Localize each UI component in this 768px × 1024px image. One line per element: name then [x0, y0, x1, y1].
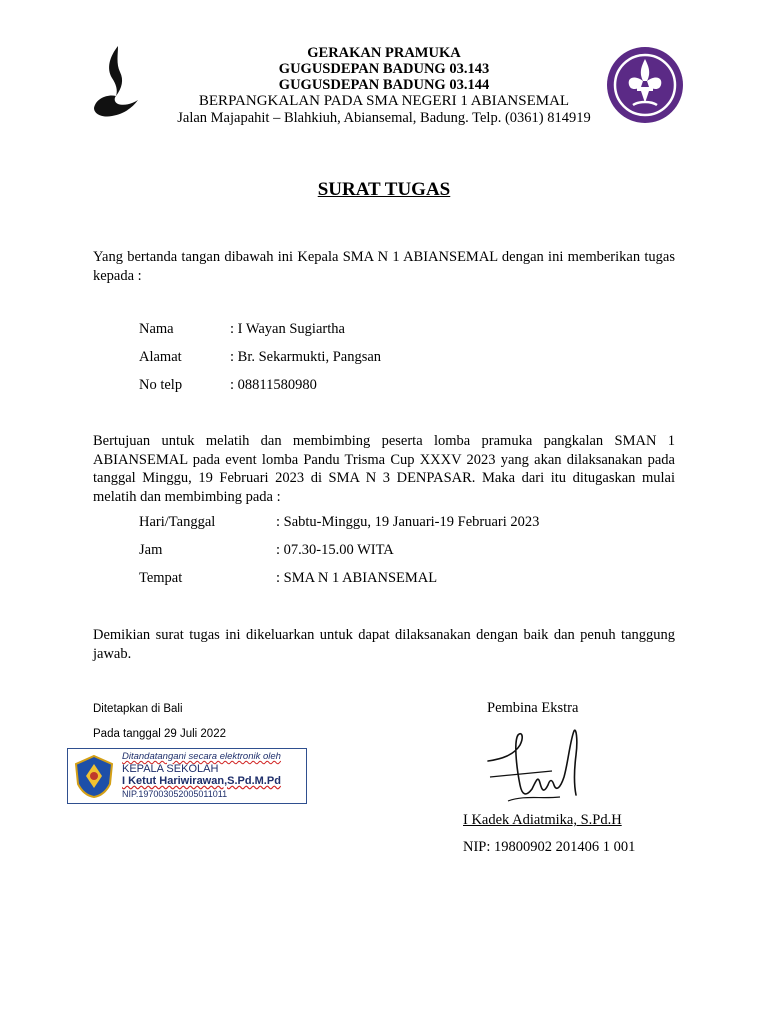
header-org: GERAKAN PRAMUKA [307, 45, 461, 61]
time-label: Jam [139, 542, 163, 558]
day-label: Hari/Tanggal [139, 514, 216, 530]
set-in-label: Ditetapkan di Bali [93, 703, 183, 715]
document-title: SURAT TUGAS [317, 179, 451, 200]
closing-paragraph: Demikian surat tugas ini dikeluarkan untuk dapat dilaksanakan dengan baik dan penuh tanggung jawab. [93, 627, 675, 662]
place-value: : SMA N 1 ABIANSEMAL [276, 570, 438, 586]
pembina-nip: NIP: 19800902 201406 1 001 [463, 839, 636, 855]
phone-label: No telp [139, 377, 183, 393]
name-label: Nama [139, 321, 174, 337]
purpose-paragraph: Bertujuan untuk melatih dan membimbing peserta lomba pramuka pangkalan SMAN 1 ABIANSEMAL pada event lomba Pandu Trisma Cup XXXV 2023 yang akan dilaksanakan pada tanggal Minggu, 19 Februari 2023 di SMA N 3 DENPASAR. Maka dari itu ditugaskan mulai melatih dan membimbing pada : [93, 433, 675, 505]
phone-value: : 08811580980 [230, 377, 317, 393]
header-address: Jalan Majapahit – Blahkiuh, Abiansemal, Badung. Telp. (0361) 814919 [177, 110, 591, 126]
intro-paragraph: Yang bertanda tangan dibawah ini Kepala SMA N 1 ABIANSEMAL dengan ini memberikan tugas kepada : [93, 249, 675, 284]
date-label: Pada tanggal 29 Juli 2022 [93, 728, 226, 740]
header-base: BERPANGKALAN PADA SMA NEGERI 1 ABIANSEMAL [198, 93, 570, 109]
bali-emblem-icon [72, 754, 116, 798]
pembina-name: I Kadek Adiatmika, S.Pd.H [463, 812, 622, 828]
header-gudep-1: GUGUSDEPAN BADUNG 03.143 [278, 61, 490, 77]
header-gudep-2: GUGUSDEPAN BADUNG 03.144 [278, 77, 490, 93]
electronic-signature-stamp [67, 748, 307, 804]
handwritten-signature [480, 725, 590, 815]
day-value: : Sabtu-Minggu, 19 Januari-19 Februari 2023 [276, 514, 540, 530]
time-value: : 07.30-15.00 WITA [276, 542, 394, 558]
address-label: Alamat [139, 349, 182, 365]
address-value: : Br. Sekarmukti, Pangsan [230, 349, 382, 365]
name-value: : I Wayan Sugiartha [230, 321, 345, 337]
pembina-title: Pembina Ekstra [487, 700, 579, 716]
stamp-text-nip: NIP.197003052005011011 [122, 789, 228, 799]
stamp-text-name: I Ketut Hariwirawan,S.Pd.M.Pd [122, 775, 281, 787]
stamp-text-role: KEPALA SEKOLAH [122, 763, 219, 775]
place-label: Tempat [139, 570, 183, 586]
stamp-text-signed-by: Ditandatangani secara elektronik oleh [122, 751, 281, 762]
